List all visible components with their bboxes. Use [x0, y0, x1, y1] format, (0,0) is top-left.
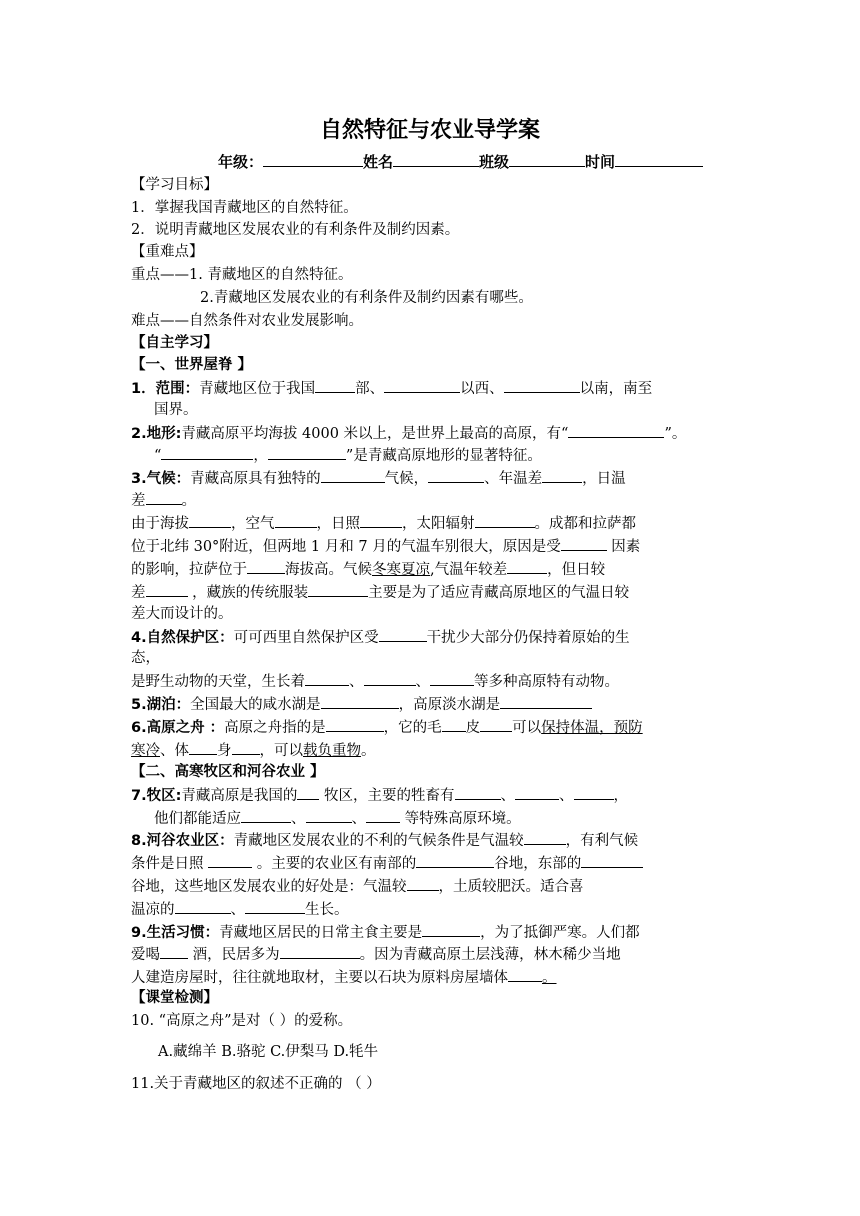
q3-blank[interactable]	[507, 559, 547, 574]
q8-line-4	[131, 899, 349, 920]
student-info-row	[218, 151, 703, 172]
q7-text: ，	[613, 788, 629, 804]
q3-blank[interactable]	[189, 513, 231, 528]
q9-label: 9.生活习惯：	[131, 925, 220, 941]
q9-blank[interactable]	[280, 944, 360, 959]
q6-text: 。	[361, 743, 376, 759]
q7-label: 7.牧区:	[131, 788, 182, 804]
goal-1: 1．掌握我国青藏地区的自然特征。	[131, 200, 358, 216]
q8-text: 温凉的	[131, 902, 175, 918]
part2-heading: 【二、高寒牧区和河谷农业 】	[131, 764, 325, 780]
q4-text: 干扰少大部分仍保持着原始的生	[426, 630, 630, 646]
q8-blank[interactable]	[208, 853, 252, 868]
q3-text: ，日照	[316, 516, 360, 532]
difficult-point: 难点——自然条件对农业发展影响。	[131, 313, 363, 329]
q3-text: 因素	[606, 539, 641, 555]
q3-text: 主要是为了适应青藏高原地区的气温日较	[368, 585, 630, 601]
q5-text: 全国最大的咸水湖是	[190, 697, 321, 713]
q9-text: ，为了抵御严寒。人们都	[480, 925, 640, 941]
goals-heading: 【学习目标】	[131, 177, 218, 193]
q2-text: ，	[253, 448, 268, 464]
question-10: 10. “高原之舟”是对（ ）的爱称。	[131, 1013, 353, 1029]
q4-line-2: 态，	[131, 650, 160, 666]
q4-line-3	[131, 671, 619, 692]
q7-text: 他们都能适应	[154, 811, 241, 827]
q8-line-2	[131, 853, 643, 874]
q6-text: 可以	[512, 720, 542, 736]
q7-blank[interactable]	[515, 785, 559, 800]
q4-label: 4.自然保护区：	[131, 630, 234, 646]
q6-text: 载负重物	[303, 743, 361, 759]
q2-label: 2.地形:	[131, 426, 182, 442]
q8-blank[interactable]	[524, 830, 566, 845]
q3-text: ，但日较	[547, 562, 606, 578]
q9-text: 人建造房屋时，往往就地取材，主要以石块为原料房屋墙体	[131, 970, 508, 986]
q1-blank-3[interactable]	[504, 378, 580, 393]
q3-text: 海拔高。气候	[285, 562, 372, 578]
q5-blank-2[interactable]	[500, 694, 592, 709]
q4-blank[interactable]	[430, 671, 474, 686]
q8-label: 8.河谷农业区：	[131, 833, 234, 849]
q3-blank[interactable]	[475, 513, 535, 528]
name-field[interactable]	[393, 152, 479, 167]
q2-text: “	[154, 448, 162, 464]
q9-blank[interactable]	[160, 944, 188, 959]
q3-line-7: 差大而设计的。	[131, 606, 233, 622]
grade-label: 年级：	[218, 153, 264, 171]
q1-text: 青藏地区位于我国	[199, 381, 316, 397]
q3-line-4	[131, 536, 640, 557]
q5-line	[131, 694, 592, 715]
q9-line-2	[131, 944, 621, 965]
q6-blank[interactable]	[326, 717, 384, 732]
q8-text: 谷地，这些地区发展农业的好处是：气温较	[131, 879, 407, 895]
q3-text: ，日温	[582, 471, 626, 487]
q4-text: 等多种高原特有动物。	[474, 674, 619, 690]
q6-blank[interactable]	[480, 717, 512, 732]
q9-blank[interactable]	[508, 967, 542, 982]
key-point-2: 2.青藏地区发展农业的有利条件及制约因素有哪些。	[200, 290, 533, 306]
q8-text: 谷地，东部的	[494, 856, 582, 872]
q6-text: 高原之舟指的是	[224, 720, 326, 736]
q5-blank-1[interactable]	[321, 694, 399, 709]
q8-text: 生长。	[305, 902, 349, 918]
q3-text: ，藏族的传统服装	[187, 585, 309, 601]
q7-blank[interactable]	[297, 785, 319, 800]
q6-text: 身	[217, 743, 232, 759]
q4-text: 可可西里自然保护区受	[233, 630, 379, 646]
q7-text: 、	[500, 788, 516, 804]
q1-line	[131, 378, 652, 399]
q4-text: 、	[349, 674, 364, 690]
q6-text: 皮	[465, 720, 481, 736]
q1-label: 1．范围：	[131, 381, 200, 397]
q5-text: ，高原淡水湖是	[398, 697, 501, 713]
q2-text: ”。	[664, 426, 687, 442]
q7-text: 、	[291, 811, 306, 827]
q9-text: 青藏地区居民的日常主食主要是	[219, 925, 423, 941]
q1-text: 以西、	[460, 381, 504, 397]
q8-blank[interactable]	[245, 899, 305, 914]
q9-text: 。	[542, 970, 557, 986]
q7-text: 等特殊高原环境。	[400, 811, 521, 827]
q1-blank-2[interactable]	[384, 378, 460, 393]
q9-line-3	[131, 967, 557, 988]
q3-blank[interactable]	[275, 513, 317, 528]
q8-text: 。主要的农业区有南部的	[252, 856, 417, 872]
q9-text: 爱喝	[131, 947, 160, 963]
q6-label: 6.高原之舟 ：	[131, 720, 225, 736]
q7-line-2	[154, 808, 521, 829]
q8-blank[interactable]	[175, 899, 231, 914]
q9-blank[interactable]	[422, 922, 480, 937]
q3-blank[interactable]	[321, 468, 385, 483]
q3-blank[interactable]	[428, 468, 484, 483]
q6-text: ，它的毛	[383, 720, 442, 736]
q3-blank[interactable]	[542, 468, 582, 483]
test-heading: 【课堂检测】	[131, 990, 218, 1006]
self-study-heading: 【自主学习】	[131, 335, 218, 351]
q3-blank[interactable]	[360, 513, 402, 528]
q6-text: 保持体温，预防	[541, 720, 643, 736]
q7-text: 、	[559, 788, 574, 804]
q5-label: 5.湖泊：	[131, 697, 191, 713]
q2-text: 青藏高原平均海拔 4000 米以上，是世界上最高的高原，有“	[181, 426, 569, 442]
q9-line	[131, 922, 640, 943]
grade-field[interactable]	[263, 152, 363, 167]
q9-text: 。因为青藏高原土层浅薄，林木稀少当地	[359, 947, 621, 963]
q2-blank-2[interactable]	[161, 445, 253, 460]
q3-blank[interactable]	[146, 490, 182, 505]
q8-text: ，有利气候	[565, 833, 639, 849]
q3-text: 、年温差	[484, 471, 543, 487]
q8-blank[interactable]	[407, 876, 439, 891]
q1-line-2: 国界。	[154, 402, 198, 418]
class-field[interactable]	[509, 152, 585, 167]
q3-text: 差	[131, 585, 146, 601]
q3-text: 由于海拔	[131, 516, 189, 532]
q4-blank[interactable]	[379, 627, 427, 642]
q2-line-2	[154, 445, 542, 466]
q7-blank[interactable]	[306, 808, 352, 823]
q3-text: 气候，	[384, 471, 429, 487]
goal-2: 2．说明青藏地区发展农业的有利条件及制约因素。	[131, 222, 460, 238]
q3-text: ，太阳辐射	[402, 516, 475, 532]
q3-blank[interactable]	[308, 582, 368, 597]
q3-text: 青藏高原具有独特的	[190, 471, 321, 487]
q6-text: ，可以	[259, 743, 303, 759]
q9-text: 酒，民居多为	[188, 947, 280, 963]
q3-label: 3.气候：	[131, 471, 191, 487]
key-heading: 【重难点】	[131, 244, 204, 260]
q8-line	[131, 830, 638, 851]
q2-blank-1[interactable]	[568, 423, 664, 438]
page-title: 自然特征与农业导学案	[319, 118, 540, 143]
q3-text: 差	[131, 493, 146, 509]
q7-line	[131, 785, 628, 806]
q3-line-2	[131, 490, 196, 511]
q6-text: 寒冷	[131, 743, 160, 759]
q4-text: 是野生动物的天堂，生长着	[131, 674, 305, 690]
q7-blank[interactable]	[241, 808, 291, 823]
q4-blank[interactable]	[364, 671, 416, 686]
q1-blank-1[interactable]	[315, 378, 355, 393]
q2-line	[131, 423, 686, 444]
q8-text: ，土质较肥沃。适合喜	[438, 879, 584, 895]
q2-text: ”是青藏高原地形的显著特征。	[345, 448, 542, 464]
q6-blank[interactable]	[232, 740, 260, 755]
q7-blank[interactable]	[366, 808, 400, 823]
q8-text: 、	[230, 902, 245, 918]
q3-line-3	[131, 513, 636, 534]
q3-text: 的影响，拉萨位于	[131, 562, 247, 578]
q8-line-3	[131, 876, 584, 897]
q3-text: 冬寒夏凉	[372, 562, 430, 578]
key-point-1: 重点——1. 青藏地区的自然特征。	[131, 267, 353, 283]
q6-text: 、体	[160, 743, 189, 759]
q3-text: 位于北纬 30°附近，但两地 1 月和 7 月的气温车别很大，原因是受	[131, 539, 561, 555]
q3-line	[131, 468, 626, 489]
q7-text: 青藏高原是我国的	[181, 788, 298, 804]
q8-text: 青藏地区发展农业的不利的气候条件是气温较	[233, 833, 524, 849]
q3-text: 。	[181, 493, 196, 509]
q4-line	[131, 627, 630, 648]
q4-blank[interactable]	[305, 671, 349, 686]
q1-text: 以南，南至	[579, 381, 653, 397]
q3-blank[interactable]	[561, 536, 607, 551]
q3-text: ,气温年较差	[430, 562, 508, 578]
q7-text: 、	[351, 811, 366, 827]
q6-line	[131, 717, 643, 738]
time-label: 时间	[585, 153, 616, 171]
q3-text: 。成都和拉萨都	[534, 516, 636, 532]
q8-blank[interactable]	[581, 853, 643, 868]
q7-blank[interactable]	[574, 785, 614, 800]
q7-blank[interactable]	[455, 785, 501, 800]
q6-line-2	[131, 740, 376, 761]
q8-blank[interactable]	[416, 853, 494, 868]
q2-blank-3[interactable]	[268, 445, 346, 460]
q1-text: 部、	[355, 381, 385, 397]
q3-blank[interactable]	[146, 582, 188, 597]
q3-line-6	[131, 582, 629, 603]
q4-text: 、	[415, 674, 430, 690]
part1-heading: 【一、世界屋脊 】	[131, 357, 253, 373]
q3-text: ，空气	[231, 516, 275, 532]
class-label: 班级	[479, 153, 510, 171]
q3-line-5	[131, 559, 605, 580]
name-label: 姓名	[363, 153, 394, 171]
q6-blank[interactable]	[189, 740, 217, 755]
time-field[interactable]	[615, 152, 703, 167]
question-10-options[interactable]: A.藏绵羊 B.骆驼 C.伊梨马 D.牦牛	[158, 1044, 379, 1060]
q6-blank[interactable]	[442, 717, 466, 732]
question-11: 11.关于青藏地区的叙述不正确的 （ ）	[131, 1076, 381, 1092]
q7-text: 牧区，主要的牲畜有	[319, 788, 455, 804]
q8-text: 条件是日照	[131, 856, 209, 872]
q3-blank[interactable]	[247, 559, 285, 574]
